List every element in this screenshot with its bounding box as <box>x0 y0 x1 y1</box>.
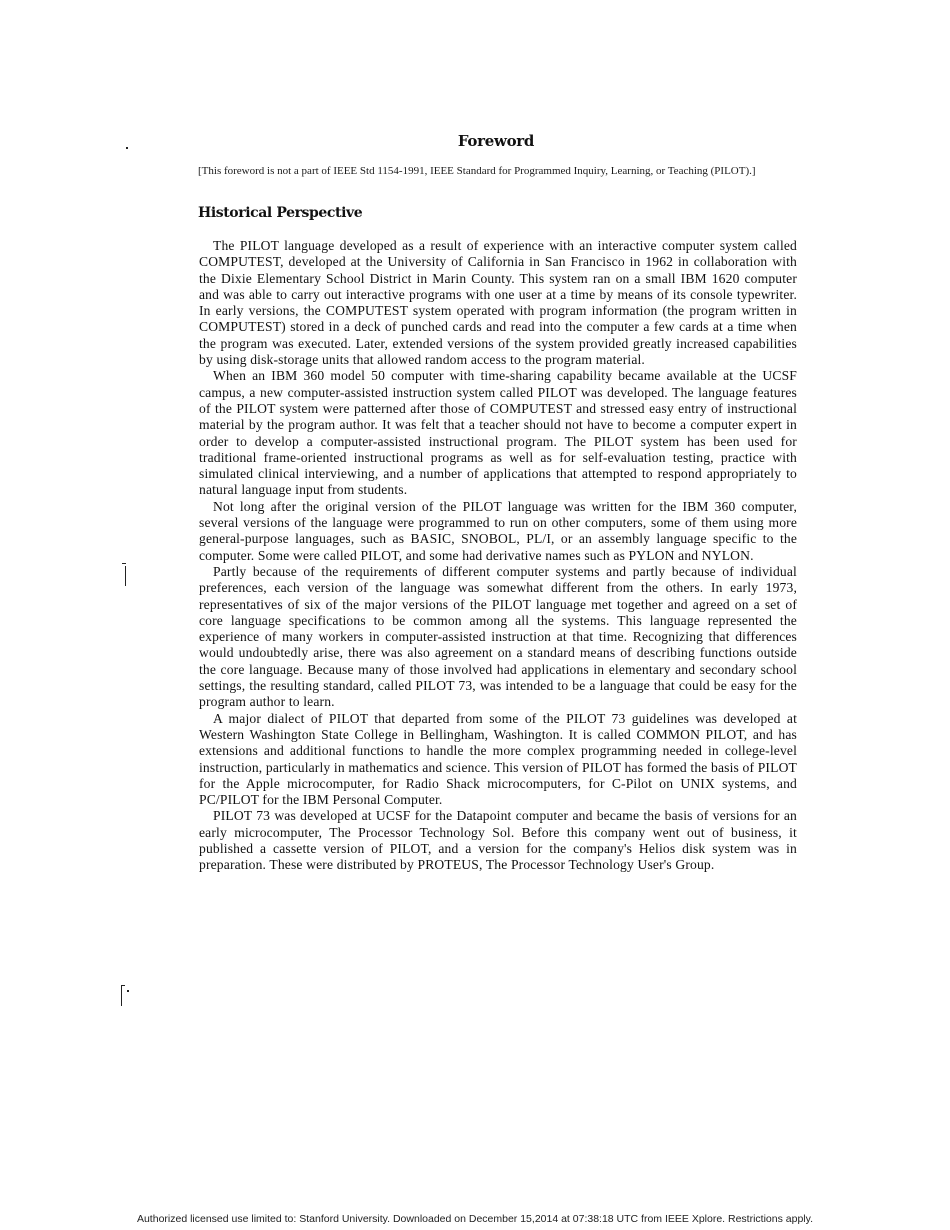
section-heading: Historical Perspective <box>198 205 363 221</box>
paragraph: The PILOT language developed as a result of experience with an interactive computer system called COMPUTEST, developed at the University of California in San Francisco in 1962 in collaboration with the Dixie Elementary School District in Marin County. This system ran on a small IBM 1620 computer and was able to carry out interactive programs with one user at a time by means of its console typewriter. In early versions, the COMPUTEST system operated with program information (the program written in COMPUTEST) stored in a deck of punched cards and read into the computer a few cards at a time when the program was executed. Later, extended versions of the system provided greatly increased capabilities by using disk-storage units that allowed random access to the program material. <box>199 238 797 368</box>
paragraph: A major dialect of PILOT that departed from some of the PILOT 73 guidelines was developed at Western Washington State College in Bellingham, Washington. It is called COMMON PILOT, and has extensions and additional functions to handle the more complex programming needed in college-level instruction, particularly in mathematics and science. This version of PILOT has formed the basis of PILOT for the Apple microcomputer, for Radio Shack microcomputers, for C-Pilot on UNIX systems, and PC/PILOT for the IBM Personal Computer. <box>199 710 797 808</box>
page-title: Foreword <box>457 132 535 150</box>
body-text <box>199 238 797 874</box>
scan-artifact-dot <box>127 990 129 992</box>
scan-artifact-bar <box>121 985 122 1006</box>
foreword-note: [This foreword is not a part of IEEE Std 1154-1991, IEEE Standard for Programmed Inquiry, Learning, or Teaching (PILOT).] <box>198 165 756 177</box>
paragraph: Partly because of the requirements of different computer systems and partly because of individual preferences, each version of the language was somewhat different from the others. In early 1973, representatives of six of the major versions of the PILOT language met together and agreed on a set of core language specifications to be common among all the systems. This language represented the experience of many workers in computer-assisted instruction at that time. Recognizing that differences would undoubtedly arise, there was also agreement on a standard means of describing functions outside the core language. Because many of those involved had applications in elementary and secondary school settings, the resulting standard, called PILOT 73, was intended to be a language that could be easy for the program author to learn. <box>199 563 797 710</box>
scan-artifact-tick <box>122 563 126 564</box>
scan-artifact-bar <box>125 566 126 586</box>
paragraph: Not long after the original version of the PILOT language was written for the IBM 360 computer, several versions of the language were programmed to run on other computers, some of them using more general-purpose languages, such as BASIC, SNOBOL, PL/I, or an assembly language specific to the computer. Some were called PILOT, and some had derivative names such as PYLON and NYLON. <box>199 498 797 563</box>
paragraph: When an IBM 360 model 50 computer with time-sharing capability became available at the UCSF campus, a new computer-assisted instruction system called PILOT was developed. The language features of the PILOT system were patterned after those of COMPUTEST and stressed easy entry of instructional material by the program author. It was felt that a teacher should not have to become a computer expert in order to develop a computer-assisted instructional program. The PILOT system has been used for traditional frame-oriented instructional programs as well as for self-evaluation testing, practice with simulated clinical interviewing, and a number of applications that attempted to respond appropriately to natural language input from students. <box>199 368 797 498</box>
paragraph: PILOT 73 was developed at UCSF for the Datapoint computer and became the basis of versions for an early microcomputer, The Processor Technology Sol. Before this company went out of business, it published a cassette version of PILOT, and a version for the company's Helios disk system was in preparation. These were distributed by PROTEUS, The Processor Technology User's Group. <box>199 808 797 873</box>
license-footer: Authorized licensed use limited to: Stanford University. Downloaded on December 15,2014 at 07:38:18 UTC from IEEE Xplore. Restrictions apply. <box>136 1213 814 1225</box>
